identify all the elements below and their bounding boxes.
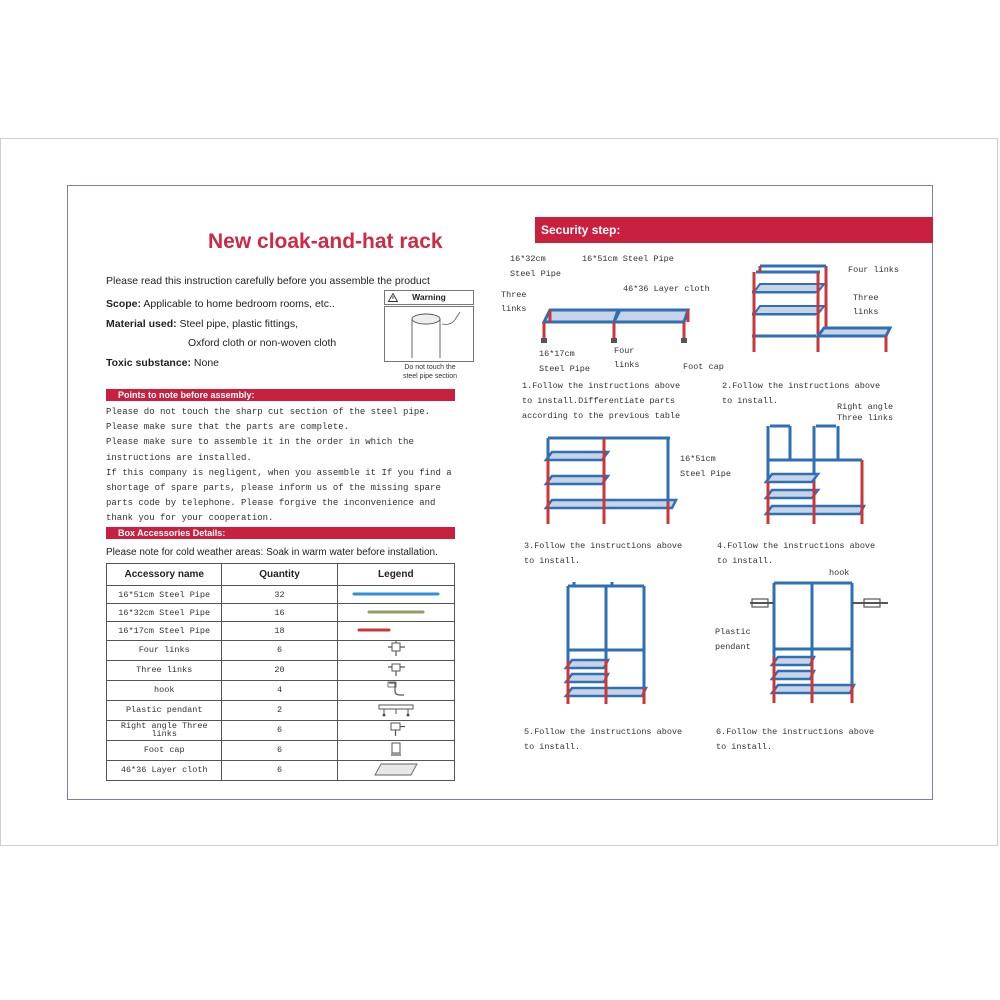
scope-label: Scope:	[106, 298, 142, 310]
step-2-caption	[722, 379, 880, 409]
note-line: parts code by telephone. Please forgive the inconvenience and	[106, 498, 436, 509]
scope-value: Applicable to home bedroom rooms, etc..	[143, 298, 335, 310]
step-3-line-2: to install.	[524, 556, 581, 566]
step-1-caption	[522, 379, 680, 424]
table-header-row	[107, 564, 455, 586]
fig1-label-17cm-line2: Steel Pipe	[539, 364, 591, 374]
fig1-label-17cm-line1: 16*17cm	[539, 349, 575, 359]
warning-caption-line-2: steel pipe section	[402, 373, 458, 380]
fig2-label-three-links-line1: Three	[853, 293, 879, 303]
fig1-label-32cm-line1: 16*32cm	[510, 254, 546, 264]
step-6-caption	[716, 725, 874, 755]
table-row	[107, 700, 455, 720]
toxic-field	[106, 357, 219, 369]
cell-qty: 18	[222, 622, 337, 640]
fig1-label-four-links-line2: links	[614, 360, 640, 370]
legend-short-pipe	[337, 622, 454, 640]
warning-triangle-icon	[388, 293, 398, 302]
cell-name: Four links	[107, 640, 222, 660]
cell-name: hook	[107, 680, 222, 700]
note-line: shortage of spare parts, please inform us of the missing spare	[106, 482, 441, 493]
foot-cap-icon	[386, 741, 406, 757]
layer-cloth-icon	[371, 761, 421, 777]
note-line: thank you for your cooperation.	[106, 513, 274, 524]
fig6-label-pendant	[715, 627, 751, 653]
note-line: Please make sure to assemble it in the order in which the	[106, 437, 414, 448]
cell-name: 16*32cm Steel Pipe	[107, 604, 222, 622]
four-links-icon	[386, 641, 406, 657]
three-links-icon	[386, 661, 406, 677]
cell-name: Three links	[107, 660, 222, 680]
table-row	[107, 740, 455, 760]
hook-icon	[385, 681, 407, 697]
warning-box	[384, 290, 476, 380]
fig1-label-layer-cloth: 46*36 Layer cloth	[623, 284, 710, 294]
warning-label	[384, 290, 474, 305]
cell-qty: 4	[222, 680, 337, 700]
warning-label-text: Warning	[412, 292, 446, 302]
intro-text: Please read this instruction carefully before you assemble the product	[106, 275, 430, 287]
step-3-diagram	[542, 432, 682, 532]
warning-caption-line-1: Do not touch the	[404, 364, 456, 371]
cell-name: 16*51cm Steel Pipe	[107, 586, 222, 604]
accessory-table	[106, 563, 455, 781]
fig1-label-four-links-line1: Four	[614, 346, 635, 356]
fig1-label-three-links	[501, 290, 527, 315]
material-label: Material used:	[106, 318, 177, 330]
step-5-diagram	[562, 580, 652, 710]
header-accessory-name: Accessory name	[107, 564, 222, 586]
material-value-1: Steel pipe, plastic fittings,	[179, 318, 299, 330]
note-line: If this company is negligent, when you assemble it If you find a	[106, 467, 452, 478]
fig2-label-three-links-line2: links	[853, 307, 879, 317]
fig3-label-51cm-line1: 16*51cm	[680, 454, 716, 464]
step-6-diagram	[748, 575, 898, 710]
cell-qty: 16	[222, 604, 337, 622]
notes-list	[106, 405, 452, 527]
cell-qty: 6	[222, 740, 337, 760]
table-row	[107, 680, 455, 700]
step-1-line-2: to install.Differentiate parts	[522, 396, 676, 406]
step-4-caption	[717, 539, 875, 569]
fig6-label-hook: hook	[829, 568, 850, 578]
cell-qty: 6	[222, 760, 337, 780]
fig4-label-right-angle-line1: Right angle	[837, 402, 894, 412]
cell-name: Plastic pendant	[107, 700, 222, 720]
step-3-caption	[524, 539, 682, 569]
cell-qty: 6	[222, 720, 337, 740]
table-row	[107, 622, 455, 640]
step-6-line-2: to install.	[716, 742, 773, 752]
step-6-line-1: 6.Follow the instructions above	[716, 727, 875, 737]
fig4-label-right-angle-line2: Three links	[837, 413, 894, 423]
header-quantity: Quantity	[222, 564, 337, 586]
table-row	[107, 586, 455, 604]
box-banner: Box Accessories Details:	[106, 527, 455, 539]
material-value-2: Oxford cloth or non-woven cloth	[188, 337, 337, 349]
table-row	[107, 604, 455, 622]
cell-name: 16*17cm Steel Pipe	[107, 622, 222, 640]
step-2-line-1: 2.Follow the instructions above	[722, 381, 881, 391]
fig1-label-17cm	[539, 349, 590, 375]
cell-name: Right angle Three links	[107, 720, 222, 740]
security-step-banner: Security step:	[535, 217, 933, 243]
step-4-diagram	[762, 420, 872, 530]
step-4-line-2: to install.	[717, 556, 774, 566]
scope-field	[106, 298, 335, 310]
fig6-label-pendant-line2: pendant	[715, 642, 751, 652]
step-1-line-3: according to the previous table	[522, 411, 681, 421]
cell-qty: 6	[222, 640, 337, 660]
points-banner: Points to note before assembly:	[106, 389, 455, 401]
cell-name: Foot cap	[107, 740, 222, 760]
cold-weather-note: Please note for cold weather areas: Soak in warm water before installation.	[106, 547, 438, 558]
pendant-icon	[376, 701, 416, 717]
step-4-line-1: 4.Follow the instructions above	[717, 541, 876, 551]
table-row	[107, 660, 455, 680]
fig3-label-51cm	[680, 454, 731, 480]
note-line: Please do not touch the sharp cut section of the steel pipe.	[106, 407, 431, 417]
fig1-label-32cm-line2: Steel Pipe	[510, 269, 562, 279]
table-row	[107, 760, 455, 780]
step-5-caption	[524, 725, 682, 755]
fig1-label-three-links-line2: links	[501, 304, 527, 314]
right-angle-icon	[386, 721, 406, 737]
toxic-value: None	[193, 357, 220, 369]
cell-qty: 2	[222, 700, 337, 720]
fig1-label-32cm	[510, 254, 561, 280]
fig2-label-four-links: Four links	[848, 265, 900, 275]
legend-mid-pipe	[337, 604, 454, 622]
table-row	[107, 720, 455, 740]
step-5-line-1: 5.Follow the instructions above	[524, 727, 683, 737]
cell-qty: 32	[222, 586, 337, 604]
fig1-label-three-links-line1: Three	[501, 290, 527, 300]
legend-long-pipe	[337, 586, 454, 604]
fig1-label-foot-cap: Foot cap	[683, 362, 724, 372]
steel-pipe-icon	[384, 306, 474, 362]
cell-qty: 20	[222, 660, 337, 680]
header-legend: Legend	[337, 564, 454, 586]
page-title: New cloak-and-hat rack	[208, 230, 443, 253]
step-1-line-1: 1.Follow the instructions above	[522, 381, 681, 391]
fig3-label-51cm-line2: Steel Pipe	[680, 469, 732, 479]
warning-caption	[380, 363, 480, 381]
fig6-label-pendant-line1: Plastic	[715, 627, 751, 637]
cell-name: 46*36 Layer cloth	[107, 760, 222, 780]
material-field	[106, 318, 298, 330]
note-line: Please make sure that the parts are complete.	[106, 422, 350, 433]
fig2-label-three-links	[853, 293, 879, 318]
step-2-line-2: to install.	[722, 396, 779, 406]
fig1-label-four-links	[614, 346, 640, 371]
step-5-line-2: to install.	[524, 742, 581, 752]
step-3-line-1: 3.Follow the instructions above	[524, 541, 683, 551]
fig1-label-51cm: 16*51cm Steel Pipe	[582, 254, 674, 264]
note-line: instructions are installed.	[106, 452, 252, 463]
table-row	[107, 640, 455, 660]
toxic-label: Toxic substance:	[106, 357, 191, 369]
